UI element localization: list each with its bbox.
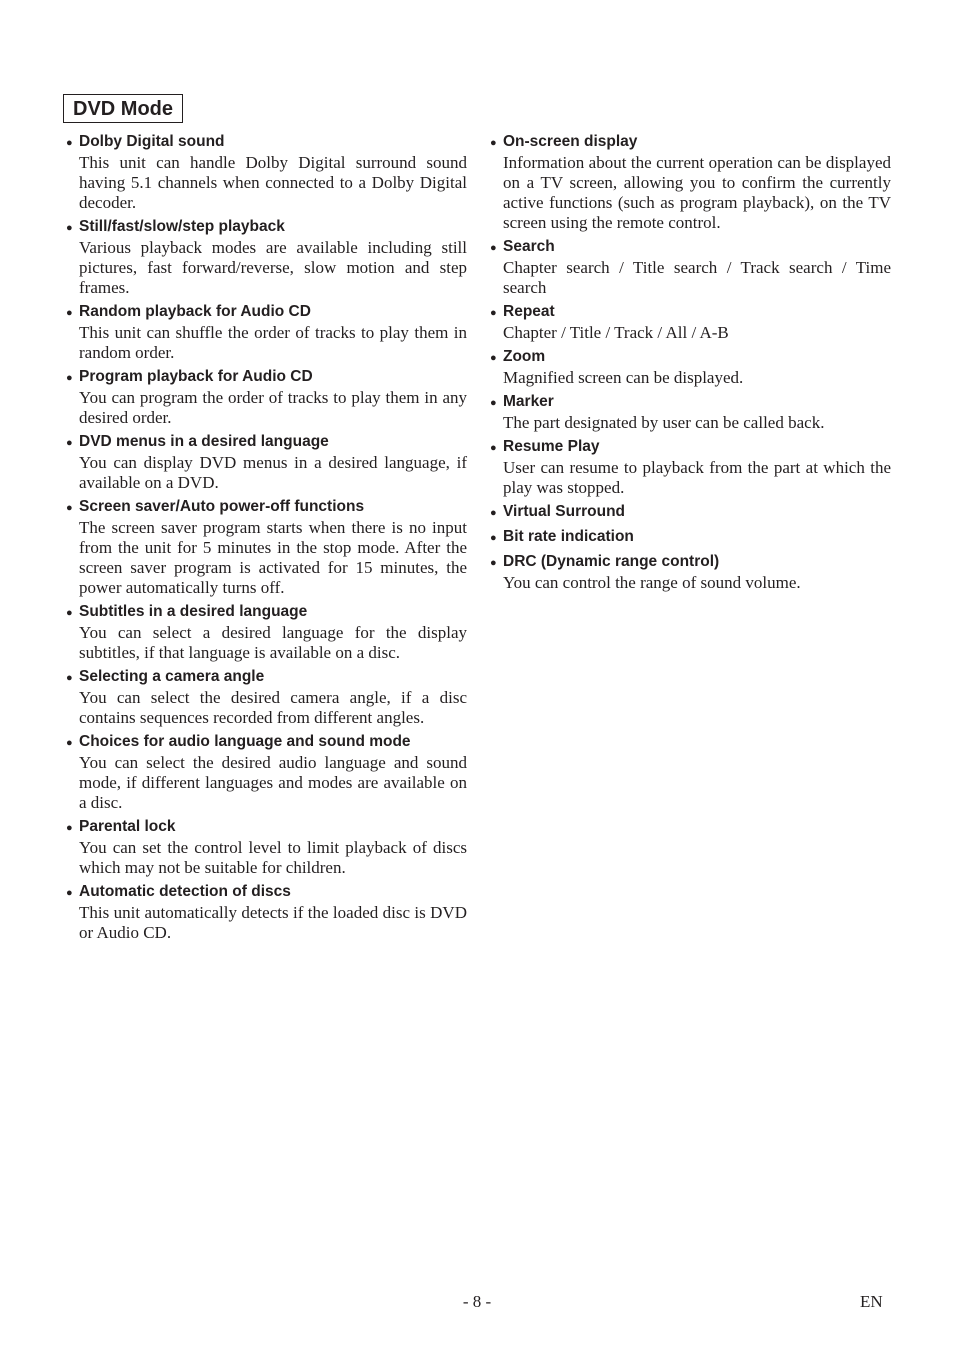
feature-title: Choices for audio language and sound mode [79, 733, 411, 750]
feature-heading [490, 132, 891, 153]
feature-title: Selecting a camera angle [79, 668, 265, 685]
bullet-icon: ● [66, 437, 73, 449]
feature-description: You can display DVD menus in a desired language, if available on a DVD. [79, 453, 467, 492]
feature-item [66, 132, 467, 213]
feature-title: Automatic detection of discs [79, 883, 291, 900]
feature-title: Bit rate indication [503, 528, 634, 545]
feature-heading [66, 817, 467, 838]
feature-description: This unit can handle Dolby Digital surround sound having 5.1 channels when connected to a Dolby Digital decoder. [79, 153, 467, 212]
bullet-icon: ● [66, 307, 73, 319]
feature-title: Virtual Surround [503, 503, 626, 520]
bullet-icon: ● [66, 137, 73, 149]
feature-heading [490, 437, 891, 458]
feature-item [66, 817, 467, 878]
feature-heading [66, 667, 467, 688]
feature-title: Parental lock [79, 818, 176, 835]
feature-title: Search [503, 238, 555, 255]
feature-item [66, 432, 467, 493]
feature-title: DRC (Dynamic range control) [503, 553, 720, 570]
feature-heading [66, 602, 467, 623]
feature-item [490, 527, 891, 548]
feature-heading [66, 497, 467, 518]
feature-description: You can control the range of sound volume. [503, 573, 801, 592]
feature-description: User can resume to playback from the part at which the play was stopped. [503, 458, 891, 497]
language-code: EN [860, 1292, 883, 1311]
bullet-icon: ● [66, 607, 73, 619]
feature-heading [490, 347, 891, 368]
bullet-icon: ● [490, 507, 497, 519]
feature-item [66, 302, 467, 363]
bullet-icon: ● [490, 397, 497, 409]
bullet-icon: ● [66, 222, 73, 234]
feature-heading [490, 392, 891, 413]
feature-description: You can select the desired audio language and sound mode, if different languages and modes are available on a disc. [79, 753, 467, 812]
feature-heading [66, 882, 467, 903]
feature-heading [66, 432, 467, 453]
feature-item [66, 497, 467, 598]
bullet-icon: ● [66, 672, 73, 684]
feature-description: Magnified screen can be displayed. [503, 368, 744, 387]
feature-item [490, 302, 891, 343]
feature-description: Various playback modes are available including still pictures, fast forward/reverse, slow motion and step frames. [79, 238, 467, 297]
feature-item [490, 392, 891, 433]
bullet-icon: ● [490, 352, 497, 364]
feature-description: This unit can shuffle the order of tracks to play them in random order. [79, 323, 467, 362]
feature-item [66, 602, 467, 663]
feature-item [490, 502, 891, 523]
feature-item [66, 217, 467, 298]
feature-item [66, 732, 467, 813]
feature-description: You can program the order of tracks to play them in any desired order. [79, 388, 467, 427]
feature-title: DVD menus in a desired language [79, 433, 329, 450]
bullet-icon: ● [490, 532, 497, 544]
feature-item [490, 132, 891, 233]
feature-item [490, 237, 891, 298]
feature-description: Chapter search / Title search / Track search / Time search [503, 258, 891, 297]
feature-heading [66, 132, 467, 153]
feature-description: This unit automatically detects if the loaded disc is DVD or Audio CD. [79, 903, 467, 942]
feature-title: Repeat [503, 303, 555, 320]
feature-item [66, 367, 467, 428]
bullet-icon: ● [490, 137, 497, 149]
bullet-icon: ● [490, 242, 497, 254]
feature-heading [66, 732, 467, 753]
bullet-icon: ● [66, 737, 73, 749]
feature-title: On-screen display [503, 133, 638, 150]
feature-heading [490, 302, 891, 323]
feature-description: Chapter / Title / Track / All / A-B [503, 323, 729, 342]
feature-item [490, 437, 891, 498]
bullet-icon: ● [490, 557, 497, 569]
feature-description: You can select a desired language for the display subtitles, if that language is available on a disc. [79, 623, 467, 662]
feature-title: Still/fast/slow/step playback [79, 218, 285, 235]
feature-item [490, 347, 891, 388]
feature-title: Screen saver/Auto power-off functions [79, 498, 365, 515]
feature-title: Random playback for Audio CD [79, 303, 311, 320]
feature-title: Resume Play [503, 438, 600, 455]
feature-description: You can set the control level to limit playback of discs which may not be suitable for children. [79, 838, 467, 877]
feature-heading [490, 237, 891, 258]
feature-heading [66, 302, 467, 323]
bullet-icon: ● [66, 887, 73, 899]
feature-heading [490, 527, 891, 548]
feature-heading [490, 502, 891, 523]
feature-description: The screen saver program starts when there is no input from the unit for 5 minutes in the stop mode. After the screen saver program is activated for 15 minutes, the power automatically turns off. [79, 518, 467, 597]
bullet-icon: ● [490, 442, 497, 454]
feature-title: Marker [503, 393, 554, 410]
feature-heading [66, 367, 467, 388]
bullet-icon: ● [66, 502, 73, 514]
section-title: DVD Mode [63, 94, 183, 123]
bullet-icon: ● [66, 372, 73, 384]
bullet-icon: ● [490, 307, 497, 319]
feature-description: You can select the desired camera angle, if a disc contains sequences recorded from different angles. [79, 688, 467, 727]
feature-description: Information about the current operation can be displayed on a TV screen, allowing you to confirm the currently active functions (such as program playback), on the TV screen using the remote control. [503, 153, 891, 232]
page-number: - 8 - [462, 1292, 492, 1311]
feature-description: The part designated by user can be called back. [503, 413, 825, 432]
feature-title: Subtitles in a desired language [79, 603, 308, 620]
left-feature-column [66, 132, 467, 947]
feature-title: Program playback for Audio CD [79, 368, 313, 385]
feature-title: Zoom [503, 348, 546, 365]
feature-item [66, 882, 467, 943]
feature-heading [66, 217, 467, 238]
right-feature-column [490, 132, 891, 597]
feature-title: Dolby Digital sound [79, 133, 225, 150]
feature-item [66, 667, 467, 728]
feature-heading [490, 552, 891, 573]
feature-item [490, 552, 891, 593]
bullet-icon: ● [66, 822, 73, 834]
